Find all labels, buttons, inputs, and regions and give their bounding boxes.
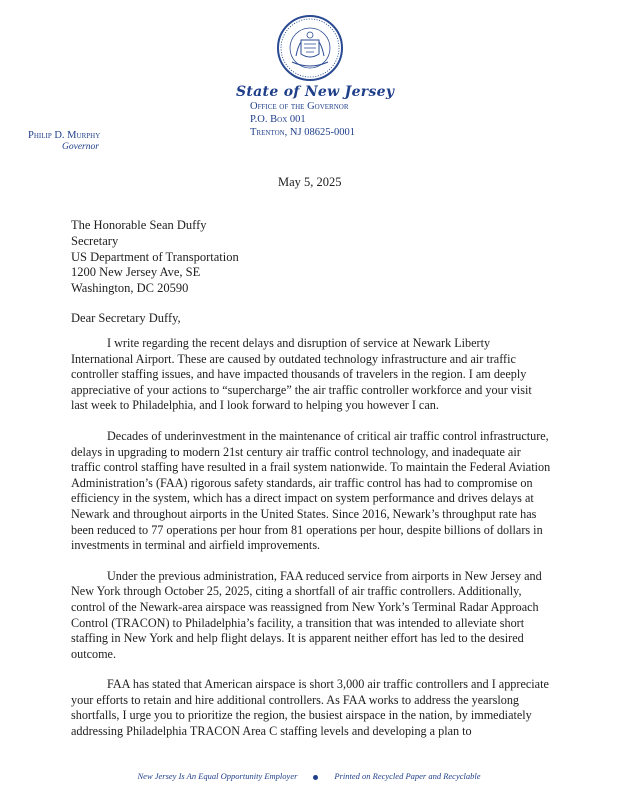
footer xyxy=(0,771,618,781)
salutation: Dear Secretary Duffy, xyxy=(71,311,181,325)
bullet-icon xyxy=(313,775,318,780)
office-line: Office of the Governor xyxy=(250,101,349,112)
state-seal-icon xyxy=(276,14,344,82)
city-line: Trenton, NJ 08625-0001 xyxy=(250,127,355,138)
recipient-dept: US Department of Transportation xyxy=(71,249,239,264)
letter-date: May 5, 2025 xyxy=(278,175,342,189)
paragraph: I write regarding the recent delays and disruption of service at Newark Liberty International Airport. These are caused by outdated technology infrastructure and air traffic controller staffing issues, and have impacted thousands of travelers in the region. I am deeply appreciative of your actions to “supercharge” the air traffic controller workforce and your visit last week to Philadelphia, and I look forward to helping you however I can. xyxy=(71,336,532,413)
footer-recycled-text: Printed on Recycled Paper and Recyclable xyxy=(334,771,481,781)
recipient-address xyxy=(71,218,239,297)
paragraph: FAA has stated that American airspace is short 3,000 air traffic controllers and I appreciate your efforts to retain and hire additional controllers. As FAA works to address the yearslong shortfalls, I urge you to prioritize the region, the busiest airspace in the nation, by immediately addressing Philadelphia TRACON Area C staffing levels and developing a plan to xyxy=(71,677,549,739)
letterhead xyxy=(238,84,438,139)
letter-body xyxy=(71,336,551,755)
recipient-city: Washington, DC 20590 xyxy=(71,281,189,296)
recipient-name: The Honorable Sean Duffy xyxy=(71,218,207,232)
governor-block xyxy=(28,130,148,152)
governor-name: Philip D. Murphy xyxy=(28,130,101,141)
paragraph: Decades of underinvestment in the maintenance of critical air traffic control infrastructure, delays in upgrading to modern 21st century air traffic control technology, and inadequate air traffic control staffing have resulted in a frail system nationwide. To maintain the Federal Aviation Administration’s (FAA) rigorous safety standards, air traffic control has had to compromise on efficiency in the system, which has a direct impact on system performance and drives delays at Newark and throughout airports in the United States. Since 2016, Newark’s throughput rate has been reduced to 77 operations per hour from 81 operations per hour, despite billions of dollars in investments in terminal and airfield improvements. xyxy=(71,428,551,553)
recipient-title: Secretary xyxy=(71,233,119,248)
paragraph: Under the previous administration, FAA reduced service from airports in New Jersey and New York through October 25, 2025, citing a shortfall of air traffic controllers. Additionally, control of the Newark-area airspace was reassigned from New York’s Terminal Radar Approach Control (TRACON) to Philadelphia’s facility, a transition that was intended to alleviate short staffing in New York and help flight delays. It is apparent neither effort has led to the desired outcome. xyxy=(71,568,542,661)
governor-title: Governor xyxy=(62,142,99,152)
footer-employer-text: New Jersey Is An Equal Opportunity Employer xyxy=(137,771,298,781)
state-title: State of New Jersey xyxy=(236,84,395,100)
po-box-line: P.O. Box 001 xyxy=(250,114,306,125)
recipient-street: 1200 New Jersey Ave, SE xyxy=(71,265,201,280)
